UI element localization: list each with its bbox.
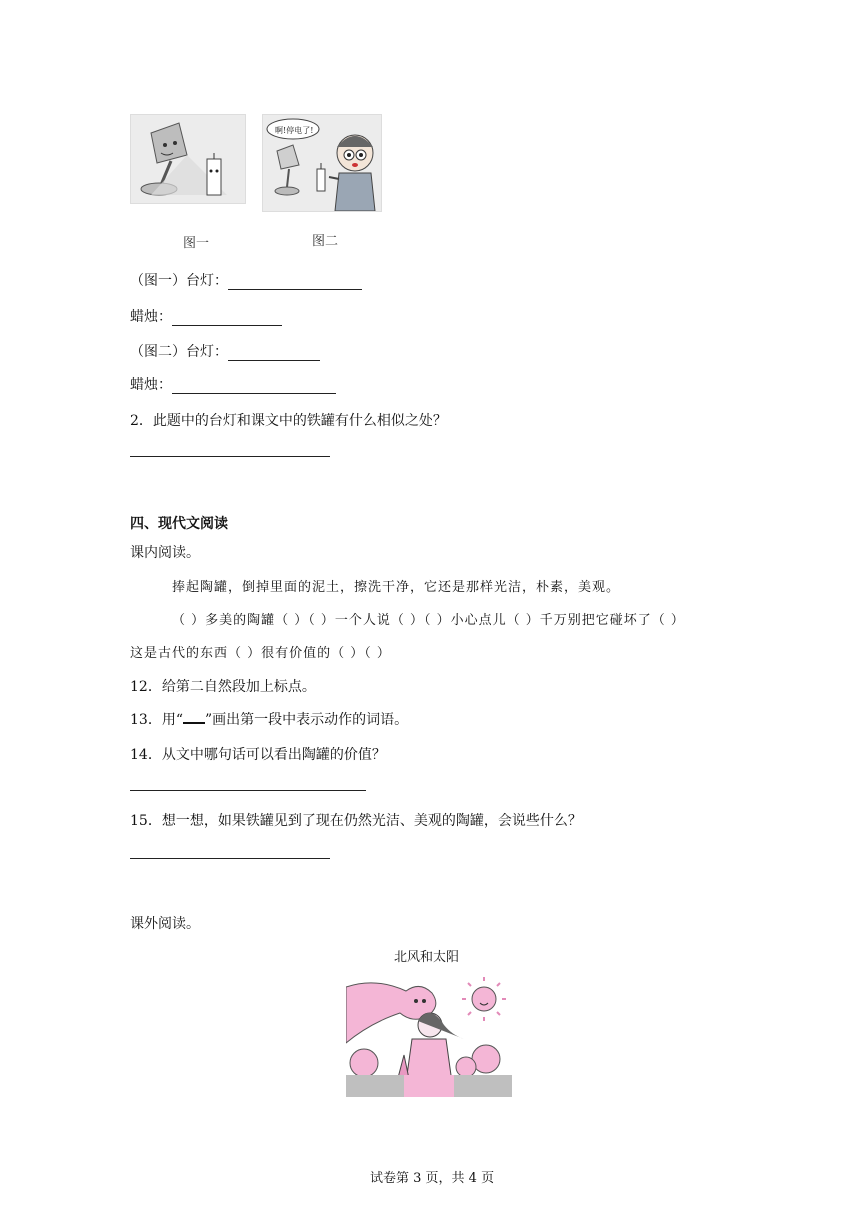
answer-blank[interactable] bbox=[228, 346, 320, 361]
wind-sun-picture bbox=[346, 975, 512, 1097]
figure-2-power-outage bbox=[262, 114, 382, 212]
passage-paragraph-1: 捧起陶罐，倒掉里面的泥土，擦洗干净，它还是那样光洁，朴素，美观。 bbox=[172, 580, 621, 595]
in-class-reading-label: 课内阅读。 bbox=[130, 545, 200, 561]
answer-blank[interactable] bbox=[228, 275, 362, 290]
q13-text-start: 13．用“ bbox=[130, 712, 183, 728]
out-of-class-reading-label: 课外阅读。 bbox=[130, 916, 200, 932]
page-footer: 试卷第 3 页，共 4 页 bbox=[370, 1171, 495, 1186]
answer-line-q15[interactable] bbox=[130, 844, 330, 859]
passage-paragraph-2-line-2: 这是古代的东西（ ）很有价值的（ ）（ ） bbox=[130, 646, 391, 661]
passage-paragraph-2-line-1: （ ）多美的陶罐（ ）（ ）一个人说（ ）（ ）小心点儿（ ）千万别把它碰坏了（ ） bbox=[172, 613, 685, 628]
fig2-lamp-label: （图二）台灯： bbox=[130, 344, 228, 360]
question-15: 15．想一想，如果铁罐见到了现在仍然光洁、美观的陶罐，会说些什么？ bbox=[130, 813, 582, 829]
answer-line-q2[interactable] bbox=[130, 442, 330, 457]
answer-blank[interactable] bbox=[172, 311, 282, 326]
lamp-candle-illustration bbox=[131, 115, 245, 203]
section-4-title: 四、现代文阅读 bbox=[130, 516, 228, 532]
fill-blank-fig1-candle bbox=[130, 306, 282, 326]
underline-mark-sample bbox=[183, 710, 205, 724]
fig1-candle-label: 蜡烛： bbox=[130, 309, 172, 325]
fig1-lamp-label: （图一）台灯： bbox=[130, 273, 228, 289]
story-title: 北风和太阳 bbox=[394, 950, 460, 965]
fig2-candle-label: 蜡烛： bbox=[130, 377, 172, 393]
question-12: 12．给第二自然段加上标点。 bbox=[130, 679, 316, 695]
fill-blank-fig2-lamp bbox=[130, 341, 320, 361]
question-14: 14．从文中哪句话可以看出陶罐的价值？ bbox=[130, 747, 386, 763]
q13-text-end: ”画出第一段中表示动作的词语。 bbox=[204, 712, 409, 728]
answer-blank[interactable] bbox=[172, 379, 336, 394]
fill-blank-fig2-candle bbox=[130, 374, 336, 394]
figure-2-caption: 图二 bbox=[312, 234, 339, 249]
question-13 bbox=[130, 709, 408, 729]
answer-line-q14[interactable] bbox=[130, 776, 366, 791]
fill-blank-fig1-lamp bbox=[130, 270, 362, 290]
figure-1-lamp-candle bbox=[130, 114, 246, 204]
north-wind-sun-illustration bbox=[346, 975, 512, 1097]
question-2: 2．此题中的台灯和课文中的铁罐有什么相似之处？ bbox=[130, 413, 447, 429]
boy-lamp-candle-illustration bbox=[263, 115, 381, 211]
figure-1-caption: 图一 bbox=[183, 236, 210, 251]
speech-bubble-text: 啊!停电了! bbox=[275, 126, 314, 135]
